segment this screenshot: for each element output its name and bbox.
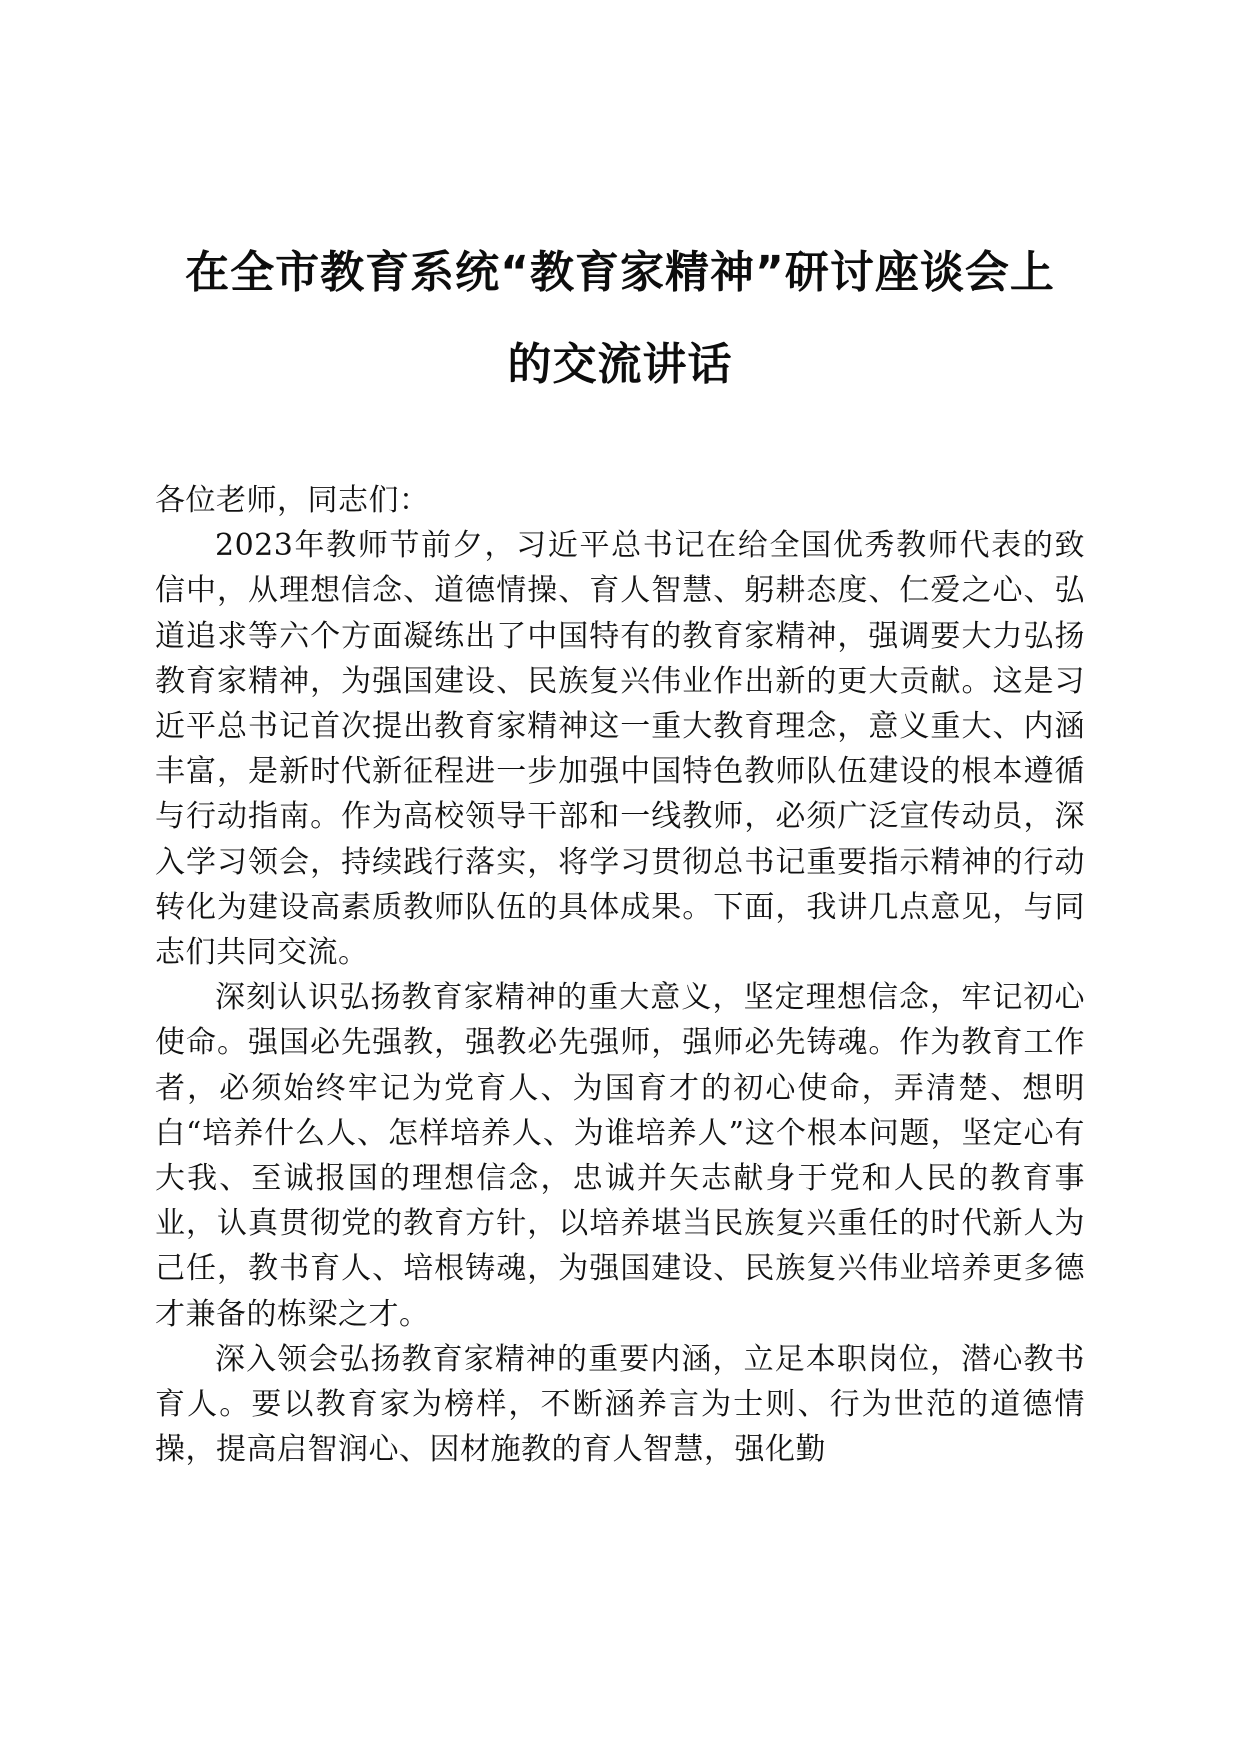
paragraph-significance: 深刻认识弘扬教育家精神的重大意义，坚定理想信念，牢记初心使命。强国必先强教，强教必先强师，强师必先铸魂。作为教育工作者，必须始终牢记为党育人、为国育才的初心使命，弄清楚、想明白“培养什么人、怎样培养人、为谁培养人”这个根本问题，坚定心有大我、至诚报国的理想信念，忠诚并矢志献身于党和人民的教育事业，认真贯彻党的教育方针，以培养堪当民族复兴重任的时代新人为己任，教书育人、培根铸魂，为强国建设、民族复兴伟业培养更多德才兼备的栋梁之才。 <box>155 980 1085 1332</box>
paragraph-intro: 2023年教师节前夕，习近平总书记在给全国优秀教师代表的致信中，从理想信念、道德情操、育人智慧、躬耕态度、仁爱之心、弘道追求等六个方面凝练出了中国特有的教育家精神，强调要大力弘扬教育家精神，为强国建设、民族复兴伟业作出新的更大贡献。这是习近平总书记首次提出教育家精神这一重大教育理念，意义重大、内涵丰富，是新时代新征程进一步加强中国特色教师队伍建设的根本遵循与行动指南。作为高校领导干部和一线教师，必须广泛宣传动员，深入学习领会，持续践行落实，将学习贯彻总书记重要指示精神的行动转化为建设高素质教师队伍的具体成果。下面，我讲几点意见，与同志们共同交流。 <box>155 528 1085 971</box>
document-body <box>155 478 1085 1472</box>
title-line-1: 在全市教育系统“教育家精神”研讨座谈会上 <box>185 247 1055 298</box>
paragraph-connotation: 深入领会弘扬教育家精神的重要内涵，立足本职岗位，潜心教书育人。要以教育家为榜样，不断涵养言为士则、行为世范的道德情操，提高启智润心、因材施教的育人智慧，强化勤 <box>155 1341 1085 1468</box>
document-title <box>130 245 1110 393</box>
salutation: 各位老师，同志们： <box>155 483 430 518</box>
title-line-2: 的交流讲话 <box>507 339 733 390</box>
